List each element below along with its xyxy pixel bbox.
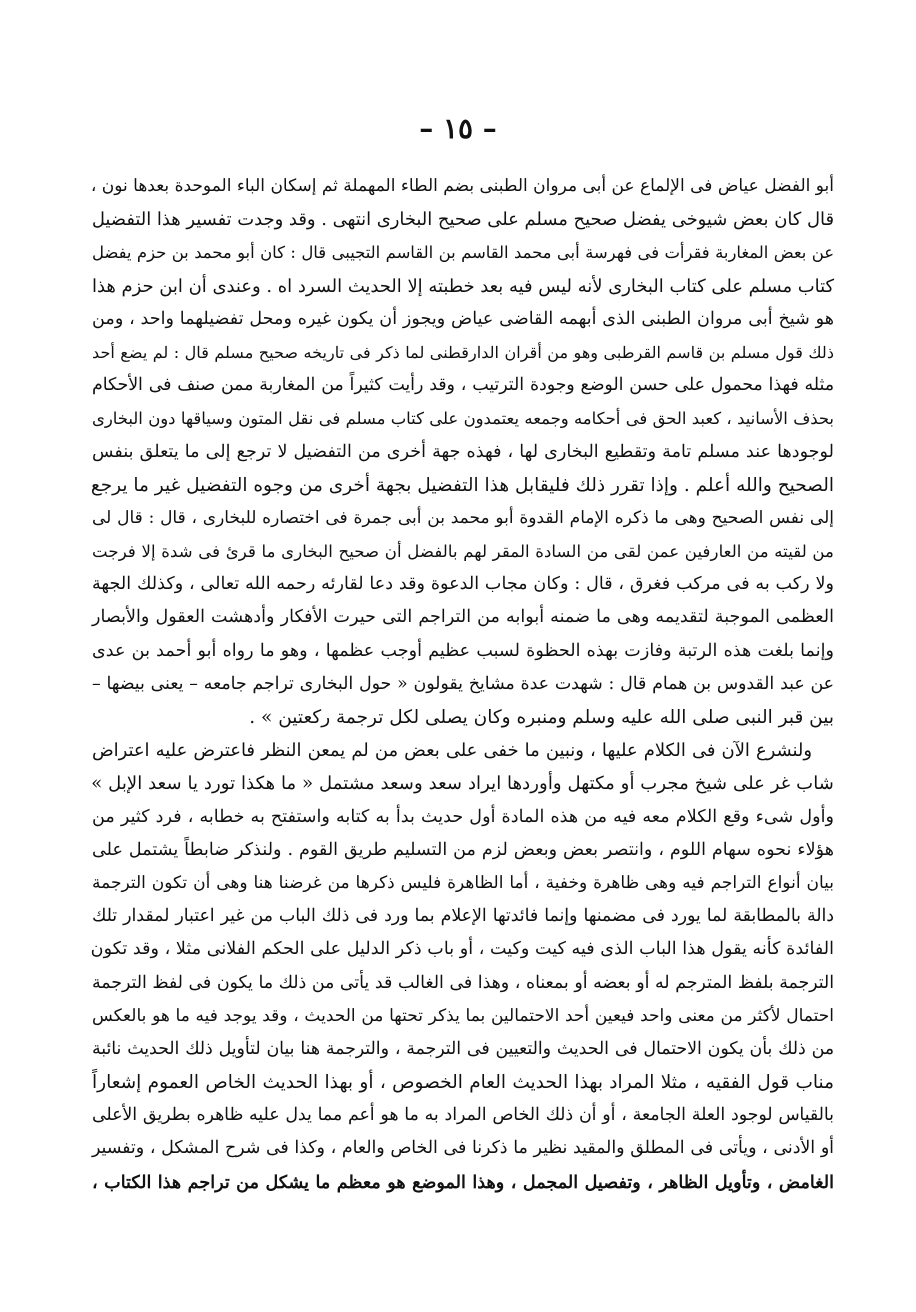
text-line: بحذف الأسانيد ، كعبد الحق فى أحكامه وجمعه يعتمدون على كتاب مسلم فى نقل المتون وسياقها دون البخارى <box>92 409 834 429</box>
text-line: بالقياس لوجود العلة الجامعة ، أو أن ذلك الخاص المراد به ما هو أعم مما يدل عليه ظاهره بطريق الأعلى <box>92 1105 834 1126</box>
text-line: العظمى الموجبة لتقديمه وهى ما ضمنه أبوابه من التراجم التى حيرت الأفكار وأدهشت العقول والأبصار <box>92 607 834 628</box>
paragraph-end-line: بين قبر النبى صلى الله عليه وسلم ومنبره وكان يصلى لكل ترجمة ركعتين » . <box>249 707 834 728</box>
text-line: وأول شىء وقع الكلام معه فيه من هذه المادة أول حديث بدأ به كتابه واستفتح به خطابه ، فرد كثير من <box>92 806 834 827</box>
text-line: ذلك قول مسلم بن قاسم القرطبى وهو من أقران الدارقطنى لما ذكر فى تاريخه صحيح مسلم قال : لم يضع أحد <box>92 342 834 362</box>
text-line: عن عبد القدوس بن همام قال : شهدت عدة مشايخ يقولون « حول البخارى تراجم جامعه – يعنى بيضها – <box>92 673 834 694</box>
text-line: ولا ركب به فى مركب فغرق ، قال : وكان مجاب الدعوة وقد دعا لقارئه رحمه الله تعالى ، وكذلك الجهة <box>92 574 834 595</box>
text-line: بيان أنواع التراجم فيه وهى ظاهرة وخفية ، أما الظاهرة فليس ذكرها من غرضنا هنا وهى أن تكون الترجمة <box>92 872 834 893</box>
text-line: أو الأدنى ، ويأتى فى المطلق والمقيد نظير ما ذكرنا فى الخاص والعام ، وكذا فى شرح المشكل ، وتفسير <box>92 1138 834 1159</box>
text-line: أبو الفضل عياض فى الإلماع عن أبى مروان الطبنى بضم الطاء المهملة ثم إسكان الباء الموحدة بعدها نون ، <box>90 176 834 196</box>
text-line: من لقيته من العارفين عمن لقى من السادة المقر لهم بالفضل أن صحيح البخارى ما قرئ فى شدة إلا فرجت <box>92 541 834 562</box>
text-line: مناب قول الفقيه ، مثلا المراد بهذا الحديث العام الخصوص ، أو بهذا الحديث الخاص العموم إشعاراً <box>92 1072 834 1094</box>
text-line: إلى نفس الصحيح وهى ما ذكره الإمام القدوة أبو محمد بن أبى جمرة فى اختصاره للبخارى ، قال : قال لى <box>92 507 834 528</box>
text-line: الصحيح والله أعلم . وإذا تقرر ذلك فليقابل هذا التفضيل بجهة أخرى من وجوه التفضيل غير ما يرجع <box>90 474 834 496</box>
text-line: لوجودها عند مسلم تامة وتقطيع البخارى لها ، فهذه جهة أخرى من التفضيل لا ترجع إلى ما يتعلق بنفس <box>92 441 834 462</box>
text-line: عن بعض المغاربة فقرأت فى فهرسة أبى محمد القاسم بن القاسم التجيبى قال : كان أبو محمد بن حزم يفضل <box>92 243 834 263</box>
text-line: هؤلاء نحوه سهام اللوم ، وانتصر بعض وبعض لزم من التسليم طريق القوم . ولنذكر ضابطاً يشتمل على <box>92 839 834 860</box>
text-line: شاب غر على شيخ مجرب أو مكتهل وأوردها ايراد سعد وسعد مشتمل « ما هكذا تورد يا سعد الإبل » <box>91 773 834 795</box>
text-line: دالة بالمطابقة لما يورد فى مضمنها وإنما فائدتها الإعلام بما ورد فى ذلك الباب من غير اعتبار لمقدار تلك <box>92 906 834 927</box>
paragraph-start-line: ولنشرع الآن فى الكلام عليها ، ونبين ما خفى على بعض من لم يمعن النظر فاعترض عليه اعتراض <box>92 740 812 762</box>
text-line: كتاب مسلم على كتاب البخارى لأنه ليس فيه بعد خطبته إلا الحديث السرد اه . وعندى أن ابن حزم هذا <box>92 275 834 297</box>
text-line: من ذلك بأن يكون الاحتمال فى الحديث والتعيين فى الترجمة ، والترجمة هنا بيان لتأويل ذلك الحديث نائبة <box>92 1038 834 1059</box>
text-line: الترجمة بلفظ المترجم له أو بعضه أو بمعناه ، وهذا فى الغالب قد يأتى من ذلك ما يكون فى لفظ الترجمة <box>92 972 834 993</box>
text-line: الفائدة كأنه يقول هذا الباب الذى فيه كيت وكيت ، أو باب ذكر الدليل على الحكم الفلانى مثلا ، وقد تكون <box>90 939 834 960</box>
text-line: هو شيخ أبى مروان الطبنى الذى أبهمه القاضى عياض ويجوز أن يكون غيره ومحل تفضيلهما واحد ، ومن <box>92 308 834 329</box>
text-line: وإنما بلغت هذه الرتبة وفازت بهذه الحظوة لسبب عظيم أوجب عظمها ، وهو ما رواه أبو أحمد بن عدى <box>92 640 834 661</box>
text-line: قال كان بعض شيوخى يفضل صحيح مسلم على صحيح البخارى انتهى . وقد وجدت تفسير هذا التفضيل <box>91 209 834 231</box>
text-line: الغامض ، وتأويل الظاهر ، وتفصيل المجمل ، وهذا الموضع هو معظم ما يشكل من تراجم هذا الكتاب ، <box>92 1171 834 1193</box>
page-number: – ١٥ – <box>419 112 497 145</box>
text-line: احتمال لأكثر من معنى واحد فيعين أحد الاحتمالين بما يذكر تحتها من الحديث ، وقد يوجد فيه ما هو بالعكس <box>92 1005 834 1026</box>
text-body <box>92 170 834 1199</box>
text-line: مثله فهذا محمول على حسن الوضع وجودة الترتيب ، وقد رأيت كثيراً من المغاربة ممن صنف فى الأحكام <box>92 375 834 396</box>
